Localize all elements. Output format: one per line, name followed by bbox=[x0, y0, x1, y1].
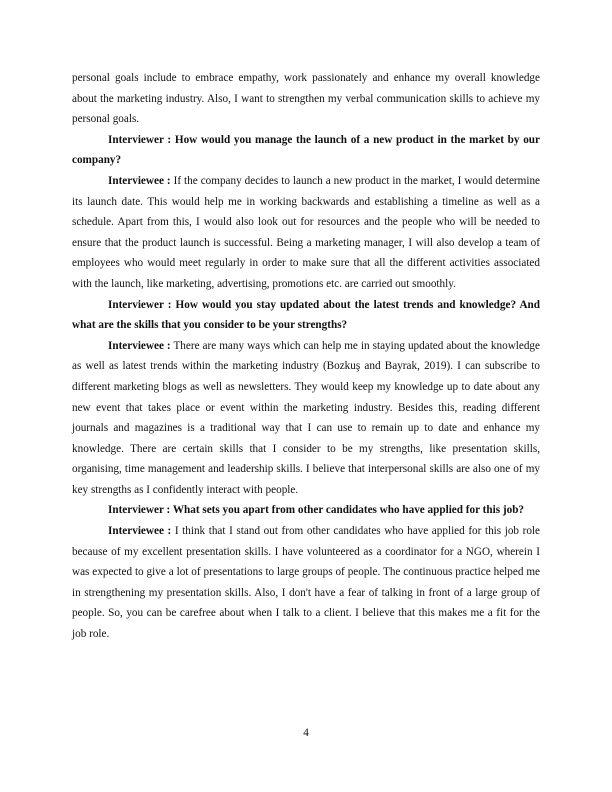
answer-product-launch bbox=[72, 171, 540, 295]
question-text: Interviewer : How would you stay updated about the latest trends and knowledge? And what are the skills that you consider to be your strengths? bbox=[72, 298, 540, 332]
question-trends-skills bbox=[72, 295, 540, 336]
answer-text: There are many ways which can help me in staying updated about the knowledge as well as latest trends within the marketing industry (Bozkuş and Bayrak, 2019). I can subscribe to different marketing blogs as well as newsletters. They would keep my knowledge up to date about any new event that takes place or event within the marketing industry. Besides this, reading different journals and magazines is a traditional way that I can use to remain up to date and enhance my knowledge. There are certain skills that I consider to be my strengths, like presentation skills, organising, time management and leadership skills. I believe that interpersonal skills are also one of my key strengths as I confidently interact with people. bbox=[72, 339, 540, 496]
question-text: Interviewer : What sets you apart from other candidates who have applied for this job? bbox=[108, 504, 525, 517]
paragraph-personal-goals bbox=[72, 68, 540, 130]
answer-sets-apart bbox=[72, 521, 540, 645]
paragraph-text: personal goals include to embrace empathy, work passionately and enhance my overall knowledge about the marketing industry. Also, I want to strengthen my verbal communication skills to achieve my personal goals. bbox=[72, 72, 540, 126]
speaker-label: Interviewee : bbox=[108, 525, 172, 538]
question-product-launch bbox=[72, 130, 540, 171]
answer-text: If the company decides to launch a new product in the market, I would determine its launch date. This would help me in working backwards and establishing a timeline as well as a schedule. Apart from this, I would also look out for resources and the people who will be needed to ensure that the product launch is successful. Being a marketing manager, I will also develop a team of employees who would meet regularly in order to make sure that all the different activities associated with the launch, like marketing, advertising, promotions etc. are carried out smoothly. bbox=[72, 174, 540, 290]
question-sets-apart bbox=[72, 500, 540, 521]
page-body bbox=[72, 68, 540, 645]
answer-text: I think that I stand out from other candidates who have applied for this job role because of my excellent presentation skills. I have volunteered as a coordinator for a NGO, wherein I was expected to give a lot of presentations to large groups of people. The continuous practice helped me in strengthening my presentation skills. Also, I don't have a fear of talking in front of a large group of people. So, you can be carefree about when I talk to a client. I believe that this makes me a fit for the job role. bbox=[72, 525, 540, 641]
page-number: 4 bbox=[303, 727, 309, 739]
answer-trends-skills bbox=[72, 336, 540, 501]
question-text: Interviewer : How would you manage the launch of a new product in the market by our company? bbox=[72, 133, 540, 167]
speaker-label: Interviewee : bbox=[108, 174, 171, 187]
speaker-label: Interviewee : bbox=[108, 339, 171, 352]
